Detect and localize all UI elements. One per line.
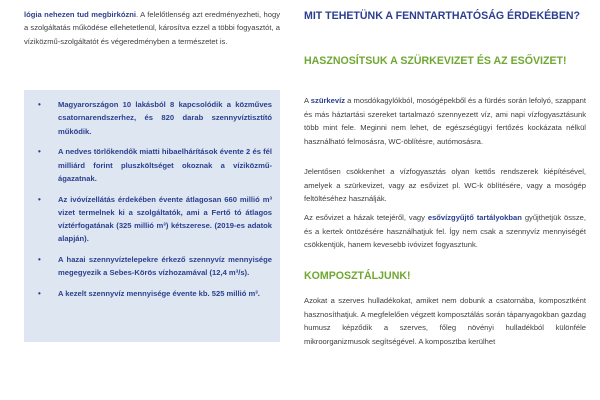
- text-run: Az esővizet a házak tetejéről, vagy: [304, 213, 428, 222]
- compost-heading: KOMPOSZTÁLJUNK!: [304, 270, 411, 282]
- fact-item: [38, 193, 272, 246]
- dual-system-paragraph: Jelentősen csökkenhet a vízfogyasztás olyan kettős rendszerek kiépítésével, amelyek a szürkevizet, vagy az esővizet pl. WC-k öblítésére, vagy a mosógép feltöltéséhez használják.: [304, 167, 586, 203]
- intro-paragraph: [24, 8, 280, 48]
- fact-item: [38, 287, 272, 300]
- fact-text: A kezelt szennyvíz mennyisége évente kb. 525 millió m³.: [58, 289, 260, 299]
- fact-text: Magyarországon 10 lakásból 8 kapcsolódik a közműves csatornarendszerhez, és 820 darab szennyvíztisztító működik.: [58, 100, 272, 136]
- text-run: a mosdókagylókból, mosógépekből és a fürdés során lefolyó, szappant és más háztartási szereket tartalmazó szennyezett víz, ami napi vízfogyasztásunk több mint fele. Meginni nem lehet, de egészségügyi fertőzés kockázata nélkül használható felmosásra, WC-öblítésre, autómosásra.: [304, 96, 586, 146]
- greywater-term: szürkevíz: [310, 96, 345, 105]
- bullet-icon: •: [38, 194, 41, 204]
- bullet-icon: •: [38, 289, 41, 299]
- greywater-heading: HASZNOSÍTSUK A SZÜRKEVIZET ÉS AZ ESŐVIZET!: [304, 55, 567, 67]
- subheading-wrap: [304, 55, 586, 69]
- fact-item: [38, 145, 272, 185]
- left-column: [24, 8, 280, 48]
- bullet-icon: •: [38, 255, 41, 265]
- fact-text: Az ivóvízellátás érdekében évente átlagosan 660 millió m³ vizet termelnek ki a szolgáltatók, ami a Fertő tó átlagos víztérfogatának (325 millió m³) kétszerese. (2019-es adatok alapján).: [58, 194, 272, 244]
- fact-item: [38, 253, 272, 280]
- compost-paragraph: Azokat a szerves hulladékokat, amiket nem dobunk a csatornába, komposztként hasznosíthatjuk. A megfelelően végzett komposztálás során tápanyagokban gazdag humusz képződik a szerves, főleg növényi hulladékból különféle mikroorganizmusok segítségével. A komposztba kerülhet: [304, 296, 586, 346]
- section-heading: MIT TEHETÜNK A FENNTARTHATÓSÁG ÉRDEKÉBEN?: [304, 10, 581, 22]
- bullet-icon: •: [38, 147, 41, 157]
- bullet-icon: •: [38, 100, 41, 109]
- intro-text: . A felelőtlenség azt eredményezheti, hogy a szolgáltatás működése ellehetetlenül, károsítva ezzel a többi fogyasztót, a víziközmű-szolgáltatót és végeredményben a természetet is.: [24, 10, 280, 46]
- greywater-paragraph: [304, 94, 586, 148]
- text-run: gyűjthetjük össze, és a kertek öntözésére használhatjuk fel. Így nem csak a szennyvíz mennyiségét csökkentjük, hanem kevesebb ivóvizet fogyasztunk.: [304, 213, 586, 249]
- rainwater-paragraph: [304, 211, 586, 252]
- fact-text: A hazai szennyvíztelepekre érkező szennyvíz mennyisége megegyezik a Sebes-Körös vízhozamával (12,4 m³/s).: [58, 255, 272, 278]
- intro-bold: lógia nehezen tud megbirkózni: [24, 10, 136, 19]
- facts-list: [38, 98, 272, 308]
- compost-heading-wrap: [304, 270, 586, 284]
- fact-text: A nedves törlőkendők miatti hibaelhárítások évente 2 és fél milliárd forint pluszköltséget okoznak a víziközmű-ágazatnak.: [58, 147, 272, 183]
- facts-box: [24, 90, 280, 342]
- rainwater-tank-term: esővízgyűjtő tartályokban: [427, 213, 522, 222]
- text-run: A: [304, 96, 311, 105]
- fact-item: [38, 98, 272, 138]
